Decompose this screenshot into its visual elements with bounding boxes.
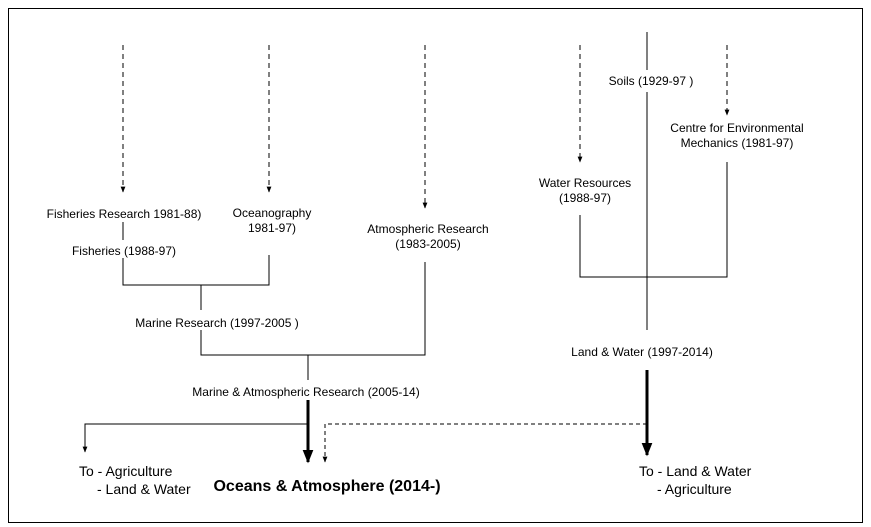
node-to-agriculture-line2: - Land & Water	[97, 481, 191, 497]
node-soils: Soils (1929-97 )	[608, 74, 694, 88]
node-marine-research: Marine Research (1997-2005 )	[135, 316, 299, 330]
node-oceanography	[233, 206, 312, 236]
node-water-resources-line1: Water Resources	[538, 176, 632, 190]
node-to-land-water-line2: - Agriculture	[657, 481, 732, 497]
node-to-agriculture-line1: To - Agriculture	[79, 463, 173, 479]
node-water-resources-line2: (1988-97)	[558, 191, 612, 205]
node-fisheries: Fisheries (1988-97)	[71, 244, 177, 258]
node-oceanography-line2: 1981-97)	[247, 221, 297, 235]
node-fisheries-research: Fisheries Research 1981-88)	[46, 207, 202, 221]
node-atmospheric-line2: (1983-2005)	[395, 237, 461, 251]
dashed-arrow-transfer	[325, 424, 647, 462]
node-centre-env-line2: Mechanics (1981-97)	[680, 136, 794, 150]
node-atmospheric-line1: Atmospheric Research	[367, 222, 489, 236]
node-to-land-water-line1: To - Land & Water	[639, 463, 752, 479]
node-marine-atmospheric-research: Marine & Atmospheric Research (2005-14)	[192, 385, 420, 399]
node-water-resources	[539, 176, 631, 206]
marine-atmospheric-merge	[201, 262, 425, 355]
node-centre-env-line1: Centre for Environmental	[670, 121, 804, 135]
arrow-to-agriculture	[85, 424, 308, 452]
node-atmospheric-research	[367, 222, 488, 252]
node-to-agriculture	[79, 462, 191, 498]
node-centre-env-mechanics	[670, 121, 803, 151]
node-to-land-water	[639, 462, 751, 498]
node-oceanography-line1: Oceanography	[232, 206, 312, 220]
node-land-water: Land & Water (1997-2014)	[571, 345, 713, 359]
node-oceans-atmosphere: Oceans & Atmosphere (2014-)	[213, 478, 441, 495]
fisheries-oceanography-merge	[123, 255, 269, 285]
